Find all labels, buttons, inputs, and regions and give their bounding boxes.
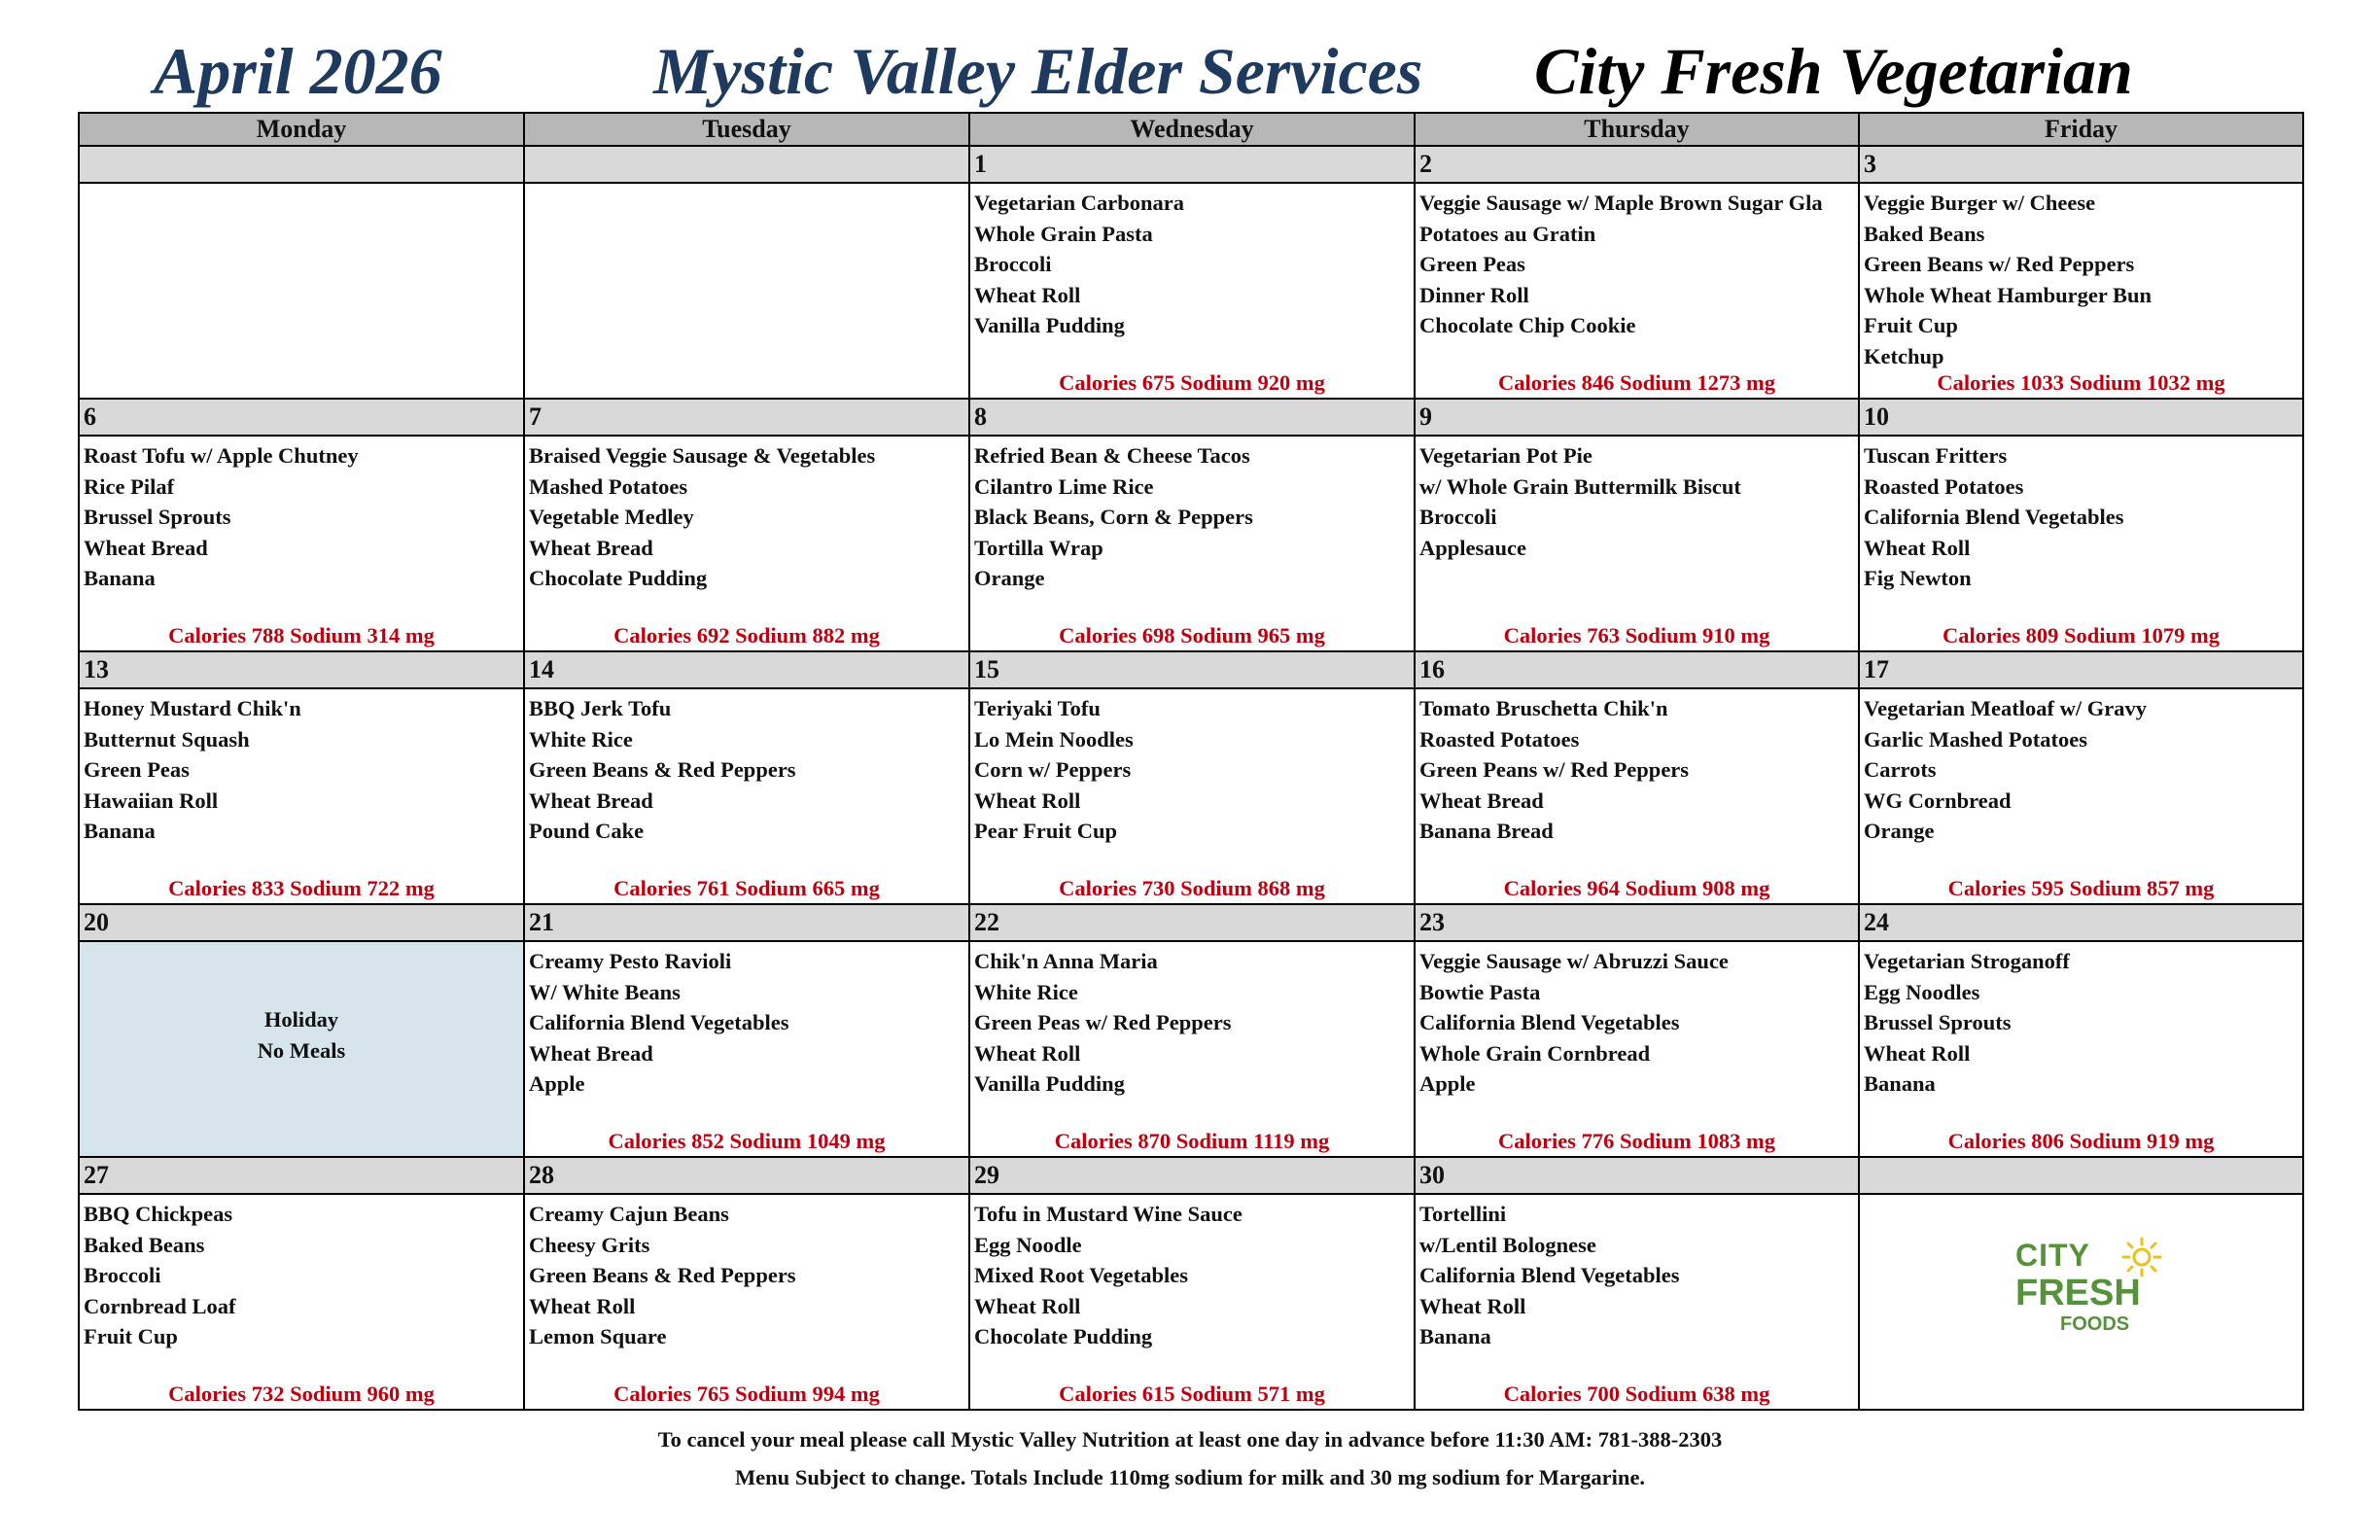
menu-item: Green Beans w/ Red Peppers xyxy=(1864,252,2135,276)
menu-item: Banana Bread xyxy=(1419,819,1554,843)
organization-title: Mystic Valley Elder Services xyxy=(653,34,1423,108)
date-number: 7 xyxy=(524,399,969,436)
menu-item: Wheat Roll xyxy=(1419,1293,1526,1318)
day-menu-cell xyxy=(1415,436,1859,651)
menu-item: Banana xyxy=(1419,1324,1491,1348)
date-number xyxy=(79,146,524,183)
day-menu-cell xyxy=(79,183,524,399)
menu-item: Butternut Squash xyxy=(84,726,250,752)
menu-item: Applesauce xyxy=(1419,535,1527,560)
nutrition-info: Calories 870 Sodium 1119 mg xyxy=(1054,1129,1330,1153)
month-title: April 2026 xyxy=(154,34,442,108)
nutrition-info: Calories 788 Sodium 314 mg xyxy=(168,623,435,648)
menu-item: Potatoes au Gratin xyxy=(1419,221,1596,246)
menu-item: Apple xyxy=(529,1071,585,1096)
menu-item: Rice Pilaf xyxy=(84,473,175,499)
menu-item: Creamy Cajun Beans xyxy=(529,1202,729,1226)
menu-item: Green Beans & Red Peppers xyxy=(529,757,796,782)
menu-item: Apple xyxy=(1419,1071,1476,1096)
nutrition-info: Calories 763 Sodium 910 mg xyxy=(1503,623,1770,648)
menu-items xyxy=(970,1195,1414,1352)
menu-item: Vanilla Pudding xyxy=(974,1071,1125,1096)
day-menu-cell xyxy=(524,183,969,399)
menu-item: Banana xyxy=(1864,1071,1936,1096)
menu-items xyxy=(525,1195,968,1352)
menu-item: Vegetarian Stroganoff xyxy=(1864,949,2070,973)
holiday-notice xyxy=(80,1004,523,1066)
menu-item: Egg Noodle xyxy=(974,1232,1082,1257)
menu-item: Vegetarian Meatloaf w/ Gravy xyxy=(1864,696,2147,720)
date-row xyxy=(79,651,2303,688)
date-number: 28 xyxy=(524,1157,969,1194)
menu-item: Banana xyxy=(84,566,156,590)
menu-item: Teriyaki Tofu xyxy=(974,696,1101,720)
menu-item: Green Peas w/ Red Peppers xyxy=(974,1010,1232,1034)
page-header xyxy=(0,27,2380,115)
date-row xyxy=(79,146,2303,183)
date-number: 1 xyxy=(969,146,1415,183)
date-number: 22 xyxy=(969,904,1415,941)
menu-item: Wheat Roll xyxy=(529,1293,636,1318)
menu-item: w/Lentil Bolognese xyxy=(1419,1232,1596,1257)
holiday-text-line: Holiday xyxy=(263,1007,339,1032)
date-number: 9 xyxy=(1415,399,1859,436)
weekday-header-friday: Friday xyxy=(1859,113,2303,146)
menu-item: Whole Wheat Hamburger Bun xyxy=(1864,282,2152,307)
menu-items xyxy=(80,437,523,594)
nutrition-info: Calories 675 Sodium 920 mg xyxy=(1059,370,1325,395)
menu-item: Green Beans & Red Peppers xyxy=(529,1263,796,1287)
day-menu-cell xyxy=(969,688,1415,904)
menu-item: Pear Fruit Cup xyxy=(974,819,1118,843)
nutrition-info: Calories 698 Sodium 965 mg xyxy=(1059,623,1325,648)
menu-item: Roast Tofu w/ Apple Chutney xyxy=(84,443,359,468)
nutrition-info: Calories 776 Sodium 1083 mg xyxy=(1497,1129,1775,1153)
date-number xyxy=(524,146,969,183)
menu-item: Green Peans w/ Red Peppers xyxy=(1419,757,1690,782)
menu-item: Banana xyxy=(84,819,156,843)
nutrition-info: Calories 732 Sodium 960 mg xyxy=(168,1382,435,1406)
date-number: 30 xyxy=(1415,1157,1859,1194)
day-menu-cell xyxy=(79,688,524,904)
menu-item: w/ Whole Grain Buttermilk Biscut xyxy=(1419,473,1741,499)
menu-item: Cheesy Grits xyxy=(529,1232,650,1257)
day-menu-cell xyxy=(1415,941,1859,1157)
day-menu-cell xyxy=(969,941,1415,1157)
date-number: 16 xyxy=(1415,651,1859,688)
logo-text-city: CITY xyxy=(2015,1238,2090,1273)
date-number: 24 xyxy=(1859,904,2303,941)
date-row xyxy=(79,1157,2303,1194)
menu-items xyxy=(1860,942,2302,1100)
menu-item: Whole Grain Pasta xyxy=(974,221,1153,246)
nutrition-info: Calories 1033 Sodium 1032 mg xyxy=(1937,370,2225,395)
date-number: 21 xyxy=(524,904,969,941)
menu-row xyxy=(79,183,2303,399)
day-menu-cell xyxy=(79,436,524,651)
menu-item: Dinner Roll xyxy=(1419,282,1529,307)
menu-item: Pound Cake xyxy=(529,819,645,843)
menu-item: Veggie Sausage w/ Abruzzi Sauce xyxy=(1419,949,1729,973)
menu-row xyxy=(79,688,2303,904)
menu-item: Whole Grain Cornbread xyxy=(1419,1040,1651,1066)
menu-items xyxy=(80,1195,523,1352)
menu-item: Wheat Bread xyxy=(84,535,208,560)
menu-item: Lo Mein Noodles xyxy=(974,726,1134,752)
menu-calendar xyxy=(78,112,2304,1411)
weekday-header-tuesday: Tuesday xyxy=(524,113,969,146)
menu-item: Vegetarian Pot Pie xyxy=(1419,443,1592,468)
nutrition-info: Calories 761 Sodium 665 mg xyxy=(613,876,880,900)
menu-item: Chik'n Anna Maria xyxy=(974,949,1158,973)
menu-items xyxy=(1860,437,2302,594)
day-menu-cell xyxy=(1859,183,2303,399)
menu-items xyxy=(525,942,968,1100)
menu-item: Carrots xyxy=(1864,757,1937,782)
menu-item: Cornbread Loaf xyxy=(84,1293,236,1318)
menu-items xyxy=(1860,689,2302,847)
menu-item: Wheat Roll xyxy=(974,788,1081,813)
menu-item: Refried Bean & Cheese Tacos xyxy=(974,443,1250,468)
nutrition-info: Calories 615 Sodium 571 mg xyxy=(1059,1382,1325,1406)
nutrition-info: Calories 700 Sodium 638 mg xyxy=(1503,1382,1770,1406)
menu-item: Tortellini xyxy=(1419,1202,1507,1226)
date-row xyxy=(79,399,2303,436)
menu-item: White Rice xyxy=(529,726,633,752)
menu-item: Orange xyxy=(974,566,1045,590)
menu-item: Corn w/ Peppers xyxy=(974,757,1132,782)
menu-items xyxy=(1416,689,1858,847)
menu-item: Wheat Roll xyxy=(974,1293,1081,1318)
menu-item: Green Peas xyxy=(84,757,190,782)
menu-item: Vegetable Medley xyxy=(529,505,694,529)
menu-item: Mashed Potatoes xyxy=(529,473,688,499)
menu-item: Broccoli xyxy=(84,1263,161,1287)
day-menu-cell xyxy=(524,688,969,904)
weekday-header-monday: Monday xyxy=(79,113,524,146)
calendar-body xyxy=(79,146,2303,1410)
menu-item: Ketchup xyxy=(1864,343,1944,368)
menu-item: California Blend Vegetables xyxy=(1419,1010,1680,1034)
menu-item: California Blend Vegetables xyxy=(1419,1263,1680,1287)
menu-items xyxy=(970,184,1414,341)
menu-item: Wheat Roll xyxy=(974,1040,1081,1066)
menu-items xyxy=(1416,184,1858,341)
date-number: 6 xyxy=(79,399,524,436)
menu-items xyxy=(1416,942,1858,1100)
day-menu-cell xyxy=(1859,436,2303,651)
menu-item: Veggie Sausage w/ Maple Brown Sugar Gla xyxy=(1419,191,1823,215)
menu-item: Roasted Potatoes xyxy=(1864,473,2024,499)
menu-item: Braised Veggie Sausage & Vegetables xyxy=(529,443,876,468)
day-menu-cell xyxy=(1415,1194,1859,1410)
day-menu-cell xyxy=(969,436,1415,651)
menu-item: Egg Noodles xyxy=(1864,979,1980,1004)
menu-item: BBQ Jerk Tofu xyxy=(529,696,672,720)
menu-item: Chocolate Chip Cookie xyxy=(1419,313,1636,337)
menu-items xyxy=(525,689,968,847)
menu-item: Hawaiian Roll xyxy=(84,788,219,813)
menu-item: Fruit Cup xyxy=(84,1324,178,1348)
menu-item: BBQ Chickpeas xyxy=(84,1202,233,1226)
nutrition-info: Calories 692 Sodium 882 mg xyxy=(613,623,880,648)
nutrition-info: Calories 833 Sodium 722 mg xyxy=(168,876,435,900)
menu-item: Honey Mustard Chik'n xyxy=(84,696,301,720)
menu-item: Chocolate Pudding xyxy=(529,566,708,590)
menu-item: Cilantro Lime Rice xyxy=(974,473,1154,499)
menu-item: WG Cornbread xyxy=(1864,788,2012,813)
day-menu-cell xyxy=(79,1194,524,1410)
date-number: 3 xyxy=(1859,146,2303,183)
nutrition-info: Calories 806 Sodium 919 mg xyxy=(1947,1129,2215,1153)
nutrition-info: Calories 846 Sodium 1273 mg xyxy=(1497,370,1775,395)
menu-row xyxy=(79,1194,2303,1410)
menu-item: Orange xyxy=(1864,819,1935,843)
date-number xyxy=(1859,1157,2303,1194)
menu-item: W/ White Beans xyxy=(529,979,681,1004)
menu-item: Roasted Potatoes xyxy=(1419,726,1580,752)
menu-item: Baked Beans xyxy=(1864,221,1985,246)
logo-text-fresh: FRESH xyxy=(2015,1273,2141,1313)
weekday-header-wednesday: Wednesday xyxy=(969,113,1415,146)
date-number: 10 xyxy=(1859,399,2303,436)
holiday-cell xyxy=(79,941,524,1157)
menu-item: Lemon Square xyxy=(529,1324,667,1348)
date-row xyxy=(79,904,2303,941)
menu-item: Garlic Mashed Potatoes xyxy=(1864,726,2087,752)
menu-item: Mixed Root Vegetables xyxy=(974,1263,1188,1287)
menu-item: Fruit Cup xyxy=(1864,313,1958,337)
menu-items xyxy=(1860,184,2302,371)
holiday-text-line: No Meals xyxy=(257,1037,346,1063)
day-menu-cell xyxy=(969,183,1415,399)
menu-items xyxy=(1416,437,1858,563)
menu-item: Wheat Bread xyxy=(529,1040,653,1066)
day-menu-cell xyxy=(1415,688,1859,904)
menu-item: Wheat Bread xyxy=(529,788,653,813)
menu-item: Tuscan Fritters xyxy=(1864,443,2008,468)
date-number: 20 xyxy=(79,904,524,941)
vendor-title: City Fresh Vegetarian xyxy=(1534,34,2133,108)
menu-items xyxy=(1416,1195,1858,1352)
day-menu-cell xyxy=(1859,688,2303,904)
menu-item: Tofu in Mustard Wine Sauce xyxy=(974,1202,1242,1226)
date-number: 2 xyxy=(1415,146,1859,183)
menu-item: Brussel Sprouts xyxy=(84,505,231,529)
menu-item: Fig Newton xyxy=(1864,566,1972,590)
menu-item: Green Peas xyxy=(1419,252,1525,276)
menu-item: Vanilla Pudding xyxy=(974,313,1125,337)
menu-item: California Blend Vegetables xyxy=(529,1010,789,1034)
weekday-header-row xyxy=(79,113,2303,146)
menu-item: Black Beans, Corn & Peppers xyxy=(974,505,1253,529)
nutrition-info: Calories 964 Sodium 908 mg xyxy=(1503,876,1770,900)
nutrition-info: Calories 852 Sodium 1049 mg xyxy=(608,1129,886,1153)
day-menu-cell xyxy=(524,436,969,651)
date-number: 14 xyxy=(524,651,969,688)
menu-item: Tomato Bruschetta Chik'n xyxy=(1419,696,1668,720)
date-number: 27 xyxy=(79,1157,524,1194)
menu-item: Tortilla Wrap xyxy=(974,535,1103,560)
menu-item: Wheat Bread xyxy=(1419,788,1544,813)
day-menu-cell xyxy=(969,1194,1415,1410)
day-menu-cell xyxy=(1415,183,1859,399)
menu-items xyxy=(525,437,968,594)
menu-item: Broccoli xyxy=(1419,505,1497,529)
menu-item: Wheat Bread xyxy=(529,535,653,560)
menu-items xyxy=(970,942,1414,1100)
menu-item: Wheat Roll xyxy=(974,282,1081,307)
menu-items xyxy=(970,437,1414,594)
menu-item: Brussel Sprouts xyxy=(1864,1010,2012,1034)
date-number: 23 xyxy=(1415,904,1859,941)
menu-disclaimer: Menu Subject to change. Totals Include 110mg sodium for milk and 30 mg sodium for Margarine. xyxy=(734,1465,1646,1489)
menu-items xyxy=(80,689,523,847)
menu-items xyxy=(970,689,1414,847)
date-number: 17 xyxy=(1859,651,2303,688)
day-menu-cell xyxy=(524,1194,969,1410)
menu-item: California Blend Vegetables xyxy=(1864,505,2124,529)
menu-item: Baked Beans xyxy=(84,1232,205,1257)
nutrition-info: Calories 809 Sodium 1079 mg xyxy=(1942,623,2220,648)
menu-row xyxy=(79,941,2303,1157)
cancel-notice: To cancel your meal please call Mystic Valley Nutrition at least one day in advance before 11:30 AM: 781-388-2303 xyxy=(657,1427,1723,1452)
menu-item: Wheat Roll xyxy=(1864,535,1971,560)
menu-item: Wheat Roll xyxy=(1864,1040,1971,1066)
menu-item: Creamy Pesto Ravioli xyxy=(529,949,732,973)
nutrition-info: Calories 765 Sodium 994 mg xyxy=(613,1382,880,1406)
date-number: 29 xyxy=(969,1157,1415,1194)
menu-item: Vegetarian Carbonara xyxy=(974,191,1185,215)
date-number: 15 xyxy=(969,651,1415,688)
day-menu-cell xyxy=(1859,941,2303,1157)
menu-item: Broccoli xyxy=(974,252,1052,276)
menu-item: Veggie Burger w/ Cheese xyxy=(1864,191,2096,215)
date-number: 8 xyxy=(969,399,1415,436)
logo-text-foods: FOODS xyxy=(2060,1313,2130,1335)
date-number: 13 xyxy=(79,651,524,688)
menu-item: Chocolate Pudding xyxy=(974,1324,1153,1348)
logo-cell xyxy=(1859,1194,2303,1410)
menu-row xyxy=(79,436,2303,651)
menu-item: Bowtie Pasta xyxy=(1419,979,1541,1004)
weekday-header-thursday: Thursday xyxy=(1415,113,1859,146)
menu-item: White Rice xyxy=(974,979,1078,1004)
nutrition-info: Calories 730 Sodium 868 mg xyxy=(1059,876,1325,900)
day-menu-cell xyxy=(524,941,969,1157)
nutrition-info: Calories 595 Sodium 857 mg xyxy=(1947,876,2215,900)
city-fresh-foods-logo xyxy=(2015,1234,2161,1335)
